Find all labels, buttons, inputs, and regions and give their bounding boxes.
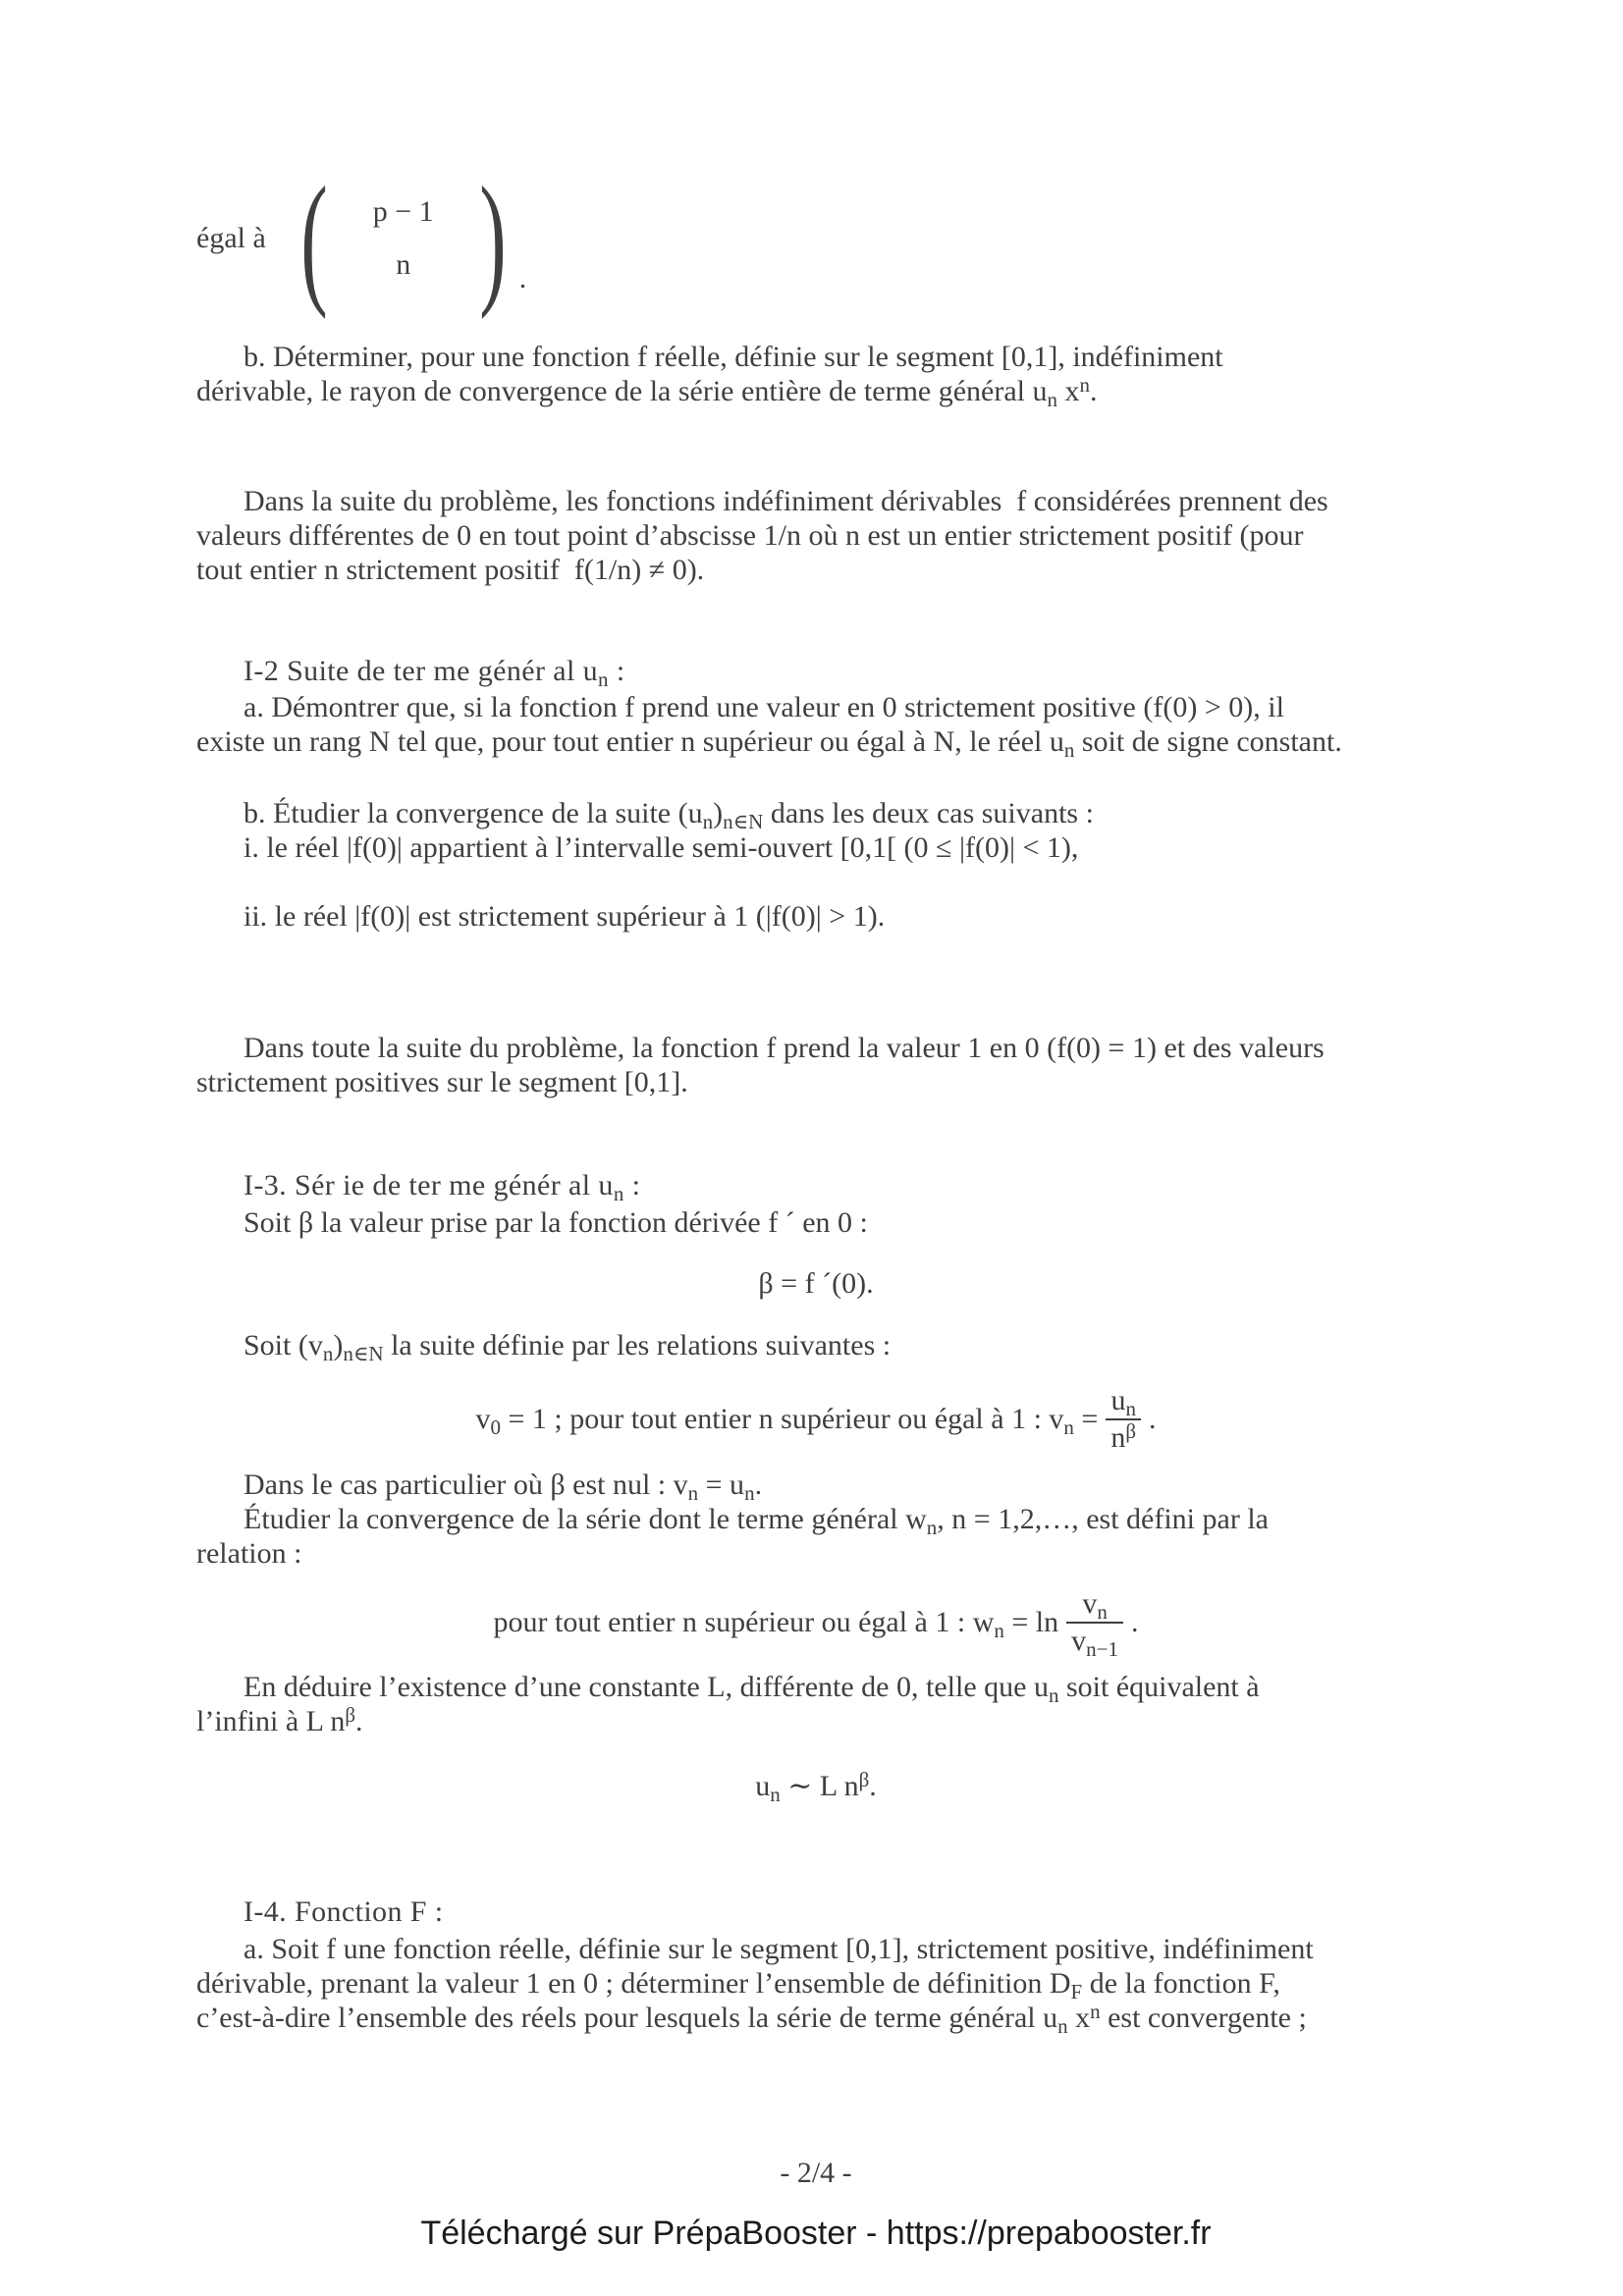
- problem-intro-paragraph: [196, 484, 1435, 587]
- binomial-bottom: n: [396, 247, 411, 281]
- text-line: b. Étudier la convergence de la suite $(u_n)_{n\in N}$ dans les deux cas suivants :: [243, 797, 1094, 833]
- formula-text: $u_n$ ∼ L $n^\beta$.: [755, 1768, 877, 1806]
- formula-text: $v_0 = 1$ ; pour tout entier n supérieur ou égal à 1 : $v_n$ =: [475, 1402, 1099, 1439]
- formula-period: .: [1149, 1402, 1157, 1435]
- question-1b-paragraph: [196, 340, 1435, 411]
- text-line: dérivable, le rayon de convergence de la série entière de terme général $u_n$ $x^n$.: [196, 373, 1098, 411]
- text-line: tout entier n strictement positif f(1/n) ≠ 0).: [196, 554, 705, 586]
- fraction: [1066, 1586, 1123, 1659]
- question-2b-paragraph: [196, 796, 1435, 865]
- binomial-prefix-text: égal à: [196, 221, 266, 254]
- formula-text: β = f ´(0).: [758, 1267, 874, 1300]
- text-line: a. Soit f une fonction réelle, définie sur le segment [0,1], strictement positive, indéfiniment: [243, 1933, 1314, 1965]
- page-number: - 2/4 -: [780, 2157, 852, 2189]
- left-parenthesis-glyph: (: [300, 156, 328, 320]
- case-ii-line: ii. le réel |f(0)| est strictement supérieur à 1 (|f(0)| > 1).: [243, 900, 886, 933]
- credit-line: Téléchargé sur PrépaBooster - https://prepabooster.fr: [420, 2215, 1212, 2252]
- section-heading-i2: [196, 654, 1435, 691]
- wn-formula: [196, 1578, 1435, 1667]
- fraction: [1106, 1383, 1141, 1456]
- heading-text: I-3. Sér ie de ter me génér al $u_n$ :: [243, 1169, 641, 1205]
- text-line: Étudier la convergence de la série dont le terme général $w_n$, n = 1,2,…, est défini par la: [243, 1503, 1269, 1539]
- heading-text: I-2 Suite de ter me génér al $u_n$ :: [243, 655, 625, 691]
- text-line: Dans la suite du problème, les fonctions indéfiniment dérivables f considérées prennent des: [243, 485, 1328, 517]
- binomial-column: [345, 186, 462, 292]
- text-line: En déduire l’existence d’une constante L, différente de 0, telle que $u_n$ soit équivalent à: [243, 1671, 1260, 1707]
- text-line: l’infini à L $n^\beta$.: [196, 1703, 363, 1737]
- conclusion-paragraph: [196, 1670, 1435, 1738]
- question-2a-paragraph: [196, 690, 1435, 762]
- fraction-denominator: $v_{n-1}$: [1066, 1622, 1123, 1659]
- text-line: strictement positives sur le segment [0,1].: [196, 1066, 688, 1098]
- section-heading-i4: [196, 1895, 1435, 1929]
- fraction-denominator: $n^\beta$: [1106, 1418, 1141, 1456]
- fraction-numerator: $u_n$: [1110, 1383, 1136, 1420]
- text-line: relation :: [196, 1537, 302, 1570]
- heading-text: I-4. Fonction F :: [243, 1896, 444, 1928]
- formula-text: pour tout entier n supérieur ou égal à 1 : $w_n = \ln$: [493, 1606, 1059, 1642]
- formula-period: .: [1130, 1606, 1139, 1638]
- text-line: Soit β la valeur prise par la fonction dérivée f ´ en 0 :: [243, 1206, 868, 1239]
- beta-zero-paragraph: [196, 1468, 1435, 1571]
- binomial-expression: [196, 156, 1435, 320]
- equivalence-formula: [196, 1767, 1435, 1806]
- text-line: c’est-à-dire l’ensemble des réels pour lesquels la série de terme général $u_n$ $x^n$ est convergente ;: [196, 2000, 1307, 2038]
- case-i-line: i. le réel |f(0)| appartient à l’intervalle semi-ouvert [0,1[ (0 ≤ |f(0)| < 1),: [243, 831, 1079, 864]
- binomial-period: .: [518, 262, 527, 294]
- text-line: valeurs différentes de 0 en tout point d’abscisse 1/n où n est un entier strictement positif (pour: [196, 519, 1304, 552]
- beta-formula: [196, 1264, 1435, 1304]
- text-line: Dans le cas particulier où β est nul : $v_n = u_n$.: [243, 1468, 763, 1505]
- text-line: a. Démontrer que, si la fonction f prend une valeur en 0 strictement positive (f(0) > 0), il: [243, 691, 1284, 723]
- case-ii-paragraph: [196, 899, 1435, 934]
- vn-formula: [196, 1372, 1435, 1466]
- vn-definition-line: [196, 1328, 1435, 1365]
- binomial-top: p − 1: [372, 194, 434, 228]
- text-line: dérivable, prenant la valeur 1 en 0 ; déterminer l’ensemble de définition $D_F$ de la fonction F,: [196, 1967, 1280, 2003]
- text-line: Soit $(v_n)_{n\in N}$ la suite définie par les relations suivantes :: [243, 1329, 892, 1365]
- section-heading-i3: [196, 1168, 1435, 1205]
- fraction-numerator: $v_n$: [1082, 1587, 1108, 1624]
- assumption-paragraph: [196, 1031, 1435, 1099]
- text-line: b. Déterminer, pour une fonction f réelle, définie sur le segment [0,1], indéfiniment: [243, 341, 1223, 373]
- text-line: Dans toute la suite du problème, la fonction f prend la valeur 1 en 0 (f(0) = 1) et des valeurs: [243, 1032, 1325, 1064]
- text-line: existe un rang N tel que, pour tout entier n supérieur ou égal à N, le réel $u_n$ soit de signe constant.: [196, 725, 1342, 762]
- beta-definition-line: [196, 1205, 1435, 1240]
- right-parenthesis-glyph: ): [478, 156, 507, 320]
- document-content: [196, 0, 1435, 2253]
- question-4a-paragraph: [196, 1932, 1435, 2038]
